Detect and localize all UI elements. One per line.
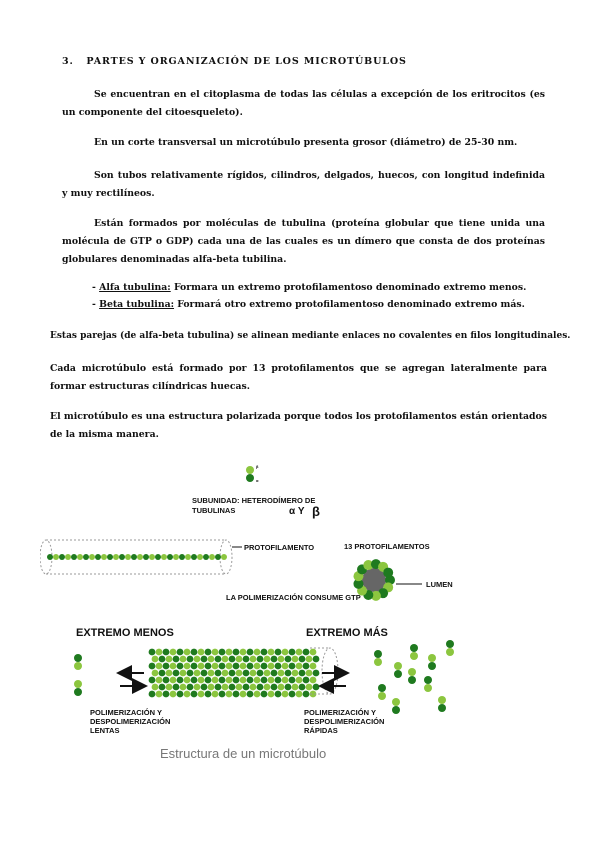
tubulin-monomer bbox=[289, 677, 296, 684]
tubulin-monomer bbox=[65, 554, 71, 560]
tubulin-monomer bbox=[205, 649, 212, 656]
tubulin-monomer bbox=[282, 677, 289, 684]
tubulin-monomer bbox=[254, 649, 261, 656]
tubulin-monomer bbox=[282, 691, 289, 698]
tubulin-monomer bbox=[149, 649, 156, 656]
tubulin-monomer bbox=[243, 656, 250, 663]
tubulin-monomer bbox=[212, 649, 219, 656]
tubulin-monomer bbox=[187, 684, 194, 691]
tubulin-monomer bbox=[229, 656, 236, 663]
tubulin-monomer bbox=[149, 554, 155, 560]
tubulin-monomer bbox=[247, 691, 254, 698]
tubulin-monomer bbox=[198, 663, 205, 670]
tubulin-monomer bbox=[203, 554, 209, 560]
tubulin-monomer bbox=[313, 684, 320, 691]
tubulin-monomer bbox=[268, 663, 275, 670]
tubulin-monomer bbox=[209, 554, 215, 560]
tubulin-monomer bbox=[299, 684, 306, 691]
tubulin-monomer bbox=[149, 677, 156, 684]
tubulin-monomer bbox=[212, 691, 219, 698]
tubulin-monomer bbox=[177, 677, 184, 684]
tubulin-monomer bbox=[163, 677, 170, 684]
tubulin-monomer bbox=[170, 691, 177, 698]
tubulin-monomer bbox=[107, 554, 113, 560]
paragraph-polarized: El microtúbulo es una estructura polarizada porque todos los protofilamentos están orientados de la misma manera. bbox=[50, 411, 547, 440]
paragraph-diameter: En un corte transversal un microtúbulo presenta grosor (diámetro) de 25-30 nm. bbox=[94, 137, 518, 148]
subunit-label-1: SUBUNIDAD: HETERODÍMERO DE bbox=[192, 496, 316, 505]
tubulin-monomer bbox=[198, 677, 205, 684]
tubulin-monomer bbox=[74, 688, 82, 696]
plus-end-label: EXTREMO MÁS bbox=[306, 627, 388, 639]
tubulin-monomer bbox=[212, 677, 219, 684]
microtubule-figure bbox=[40, 440, 570, 800]
tubulin-monomer bbox=[205, 677, 212, 684]
tubulin-monomer bbox=[261, 649, 268, 656]
tubulin-monomer bbox=[247, 649, 254, 656]
tubulin-monomer bbox=[313, 670, 320, 677]
tubulin-monomer bbox=[226, 649, 233, 656]
tubulin-monomer bbox=[156, 663, 163, 670]
tubulin-monomer bbox=[219, 691, 226, 698]
tubulin-monomer bbox=[285, 684, 292, 691]
bullet-term-beta: Beta tubulina: bbox=[99, 299, 175, 310]
tubulin-monomer bbox=[292, 656, 299, 663]
tubulin-monomer bbox=[215, 656, 222, 663]
tubulin-monomer bbox=[173, 684, 180, 691]
tubulin-monomer bbox=[113, 554, 119, 560]
tubulin-monomer bbox=[155, 554, 161, 560]
tubulin-monomer bbox=[275, 691, 282, 698]
tubulin-monomer bbox=[240, 663, 247, 670]
tubulin-monomer bbox=[438, 704, 446, 712]
tubulin-monomer bbox=[229, 684, 236, 691]
tubulin-monomer bbox=[410, 644, 418, 652]
alpha-y-label: α Y bbox=[289, 506, 305, 517]
tubulin-monomer bbox=[257, 656, 264, 663]
tubulin-monomer bbox=[306, 656, 313, 663]
tubulin-monomer bbox=[185, 554, 191, 560]
tubulin-monomer bbox=[254, 691, 261, 698]
tubulin-monomer bbox=[257, 684, 264, 691]
tubulin-monomer bbox=[247, 663, 254, 670]
tubulin-monomer bbox=[268, 649, 275, 656]
tubulin-monomer bbox=[166, 656, 173, 663]
tubulin-monomer bbox=[378, 684, 386, 692]
fast-label-1: POLIMERIZACIÓN Y bbox=[304, 708, 376, 717]
tubulin-monomer bbox=[184, 649, 191, 656]
tubulin-monomer bbox=[166, 670, 173, 677]
tubulin-monomer bbox=[243, 684, 250, 691]
tubulin-monomer bbox=[303, 663, 310, 670]
tubulin-monomer bbox=[233, 691, 240, 698]
lumen-label: LUMEN bbox=[426, 580, 453, 589]
tubulin-monomer bbox=[191, 649, 198, 656]
tubulin-monomer bbox=[152, 656, 159, 663]
tubulin-monomer bbox=[170, 649, 177, 656]
tubulin-monomer bbox=[159, 656, 166, 663]
tubulin-monomer bbox=[156, 677, 163, 684]
tubulin-monomer bbox=[306, 670, 313, 677]
tubulin-monomer bbox=[222, 684, 229, 691]
tubulin-monomer bbox=[378, 692, 386, 700]
tubulin-monomer bbox=[201, 684, 208, 691]
tubulin-monomer bbox=[180, 670, 187, 677]
tubulin-monomer bbox=[221, 554, 227, 560]
heterodimer-icon bbox=[246, 464, 259, 483]
bullet-term-alpha: Alfa tubulina: bbox=[99, 282, 171, 293]
tubulin-monomer bbox=[310, 677, 317, 684]
tubulin-monomer bbox=[77, 554, 83, 560]
bullet-beta bbox=[92, 297, 525, 312]
tubulin-monomer bbox=[275, 663, 282, 670]
tubulin-monomer bbox=[233, 649, 240, 656]
tubulin-monomer bbox=[240, 691, 247, 698]
tubulin-monomer bbox=[219, 677, 226, 684]
tubulin-monomer bbox=[392, 706, 400, 714]
tubulin-monomer bbox=[156, 649, 163, 656]
tubulin-monomer bbox=[233, 677, 240, 684]
tubulin-monomer bbox=[215, 554, 221, 560]
tubulin-monomer bbox=[47, 554, 53, 560]
tubulin-monomer bbox=[278, 670, 285, 677]
tubulin-monomer bbox=[149, 663, 156, 670]
tubulin-monomer bbox=[236, 684, 243, 691]
tubulin-monomer bbox=[215, 670, 222, 677]
tubulin-monomer bbox=[208, 670, 215, 677]
paragraph-shape: Son tubos relativamente rígidos, cilindros, delgados, huecos, con longitud indefinida y muy rectilíneos. bbox=[62, 170, 545, 199]
tubulin-monomer bbox=[74, 680, 82, 688]
tubulin-monomer bbox=[194, 684, 201, 691]
tubulin-monomer bbox=[446, 648, 454, 656]
tubulin-monomer bbox=[296, 691, 303, 698]
tubulin-monomer bbox=[201, 670, 208, 677]
tubulin-monomer bbox=[236, 670, 243, 677]
paragraph-pairs: Estas parejas (de alfa-beta tubulina) se alinean mediante enlaces no covalentes en filos longitudinales. bbox=[50, 331, 571, 341]
tubulin-monomer bbox=[197, 554, 203, 560]
figure-caption: Estructura de un microtúbulo bbox=[160, 746, 327, 761]
tubulin-monomer bbox=[191, 691, 198, 698]
tubulin-monomer bbox=[205, 691, 212, 698]
tubulin-monomer bbox=[173, 554, 179, 560]
tubulin-monomer bbox=[374, 658, 382, 666]
tubulin-monomer bbox=[264, 656, 271, 663]
tubulin-monomer bbox=[261, 691, 268, 698]
bullet-text-beta: Formará otro extremo protofilamentoso denominado extremo más. bbox=[174, 299, 525, 310]
tubulin-monomer bbox=[243, 670, 250, 677]
tubulin-monomer bbox=[285, 656, 292, 663]
protofilament-diagram bbox=[40, 540, 232, 574]
tubulin-monomer bbox=[268, 691, 275, 698]
tubulin-monomer bbox=[394, 670, 402, 678]
bullet-alpha bbox=[92, 280, 526, 295]
tubulin-monomer bbox=[125, 554, 131, 560]
tubulin-monomer bbox=[163, 663, 170, 670]
tubulin-monomer bbox=[303, 677, 310, 684]
paragraph-location: Se encuentran en el citoplasma de todas las células a excepción de los eritrocitos (es un componente del citoesqueleto). bbox=[62, 89, 545, 118]
slow-label-2: DESPOLIMERIZACIÓN bbox=[90, 717, 171, 726]
tubulin-monomer bbox=[161, 554, 167, 560]
section-title: PARTES Y ORGANIZACIÓN DE LOS MICROTÚBULOS bbox=[86, 56, 407, 67]
tubulin-monomer bbox=[264, 684, 271, 691]
tubulin-monomer bbox=[74, 662, 82, 670]
tubulin-monomer bbox=[303, 691, 310, 698]
thirteen-protofilaments-label: 13 PROTOFILAMENTOS bbox=[344, 542, 430, 551]
tubulin-monomer bbox=[299, 670, 306, 677]
tubulin-monomer bbox=[250, 670, 257, 677]
tubulin-monomer bbox=[170, 677, 177, 684]
tubulin-monomer bbox=[275, 677, 282, 684]
tubulin-monomer bbox=[194, 656, 201, 663]
tubulin-monomer bbox=[191, 554, 197, 560]
tubulin-monomer bbox=[446, 640, 454, 648]
tubulin-monomer bbox=[226, 691, 233, 698]
tubulin-monomer bbox=[83, 554, 89, 560]
tubulin-monomer bbox=[166, 684, 173, 691]
tubulin-monomer bbox=[438, 696, 446, 704]
tubulin-monomer bbox=[159, 670, 166, 677]
tubulin-monomer bbox=[289, 691, 296, 698]
tubulin-monomer bbox=[226, 677, 233, 684]
tubulin-monomer bbox=[410, 652, 418, 660]
tubulin-monomer bbox=[282, 649, 289, 656]
tubulin-monomer bbox=[292, 670, 299, 677]
tubulin-monomer bbox=[408, 668, 416, 676]
tubulin-monomer bbox=[271, 670, 278, 677]
bullet-dash: - bbox=[92, 299, 100, 310]
tubulin-monomer bbox=[184, 663, 191, 670]
tubulin-monomer bbox=[226, 663, 233, 670]
tubulin-monomer bbox=[212, 663, 219, 670]
tubulin-monomer bbox=[177, 663, 184, 670]
tubulin-monomer bbox=[268, 677, 275, 684]
tubulin-monomer bbox=[177, 691, 184, 698]
tubulin-monomer bbox=[289, 663, 296, 670]
tubulin-monomer bbox=[187, 656, 194, 663]
tubulin-monomer bbox=[261, 677, 268, 684]
tubulin-monomer bbox=[137, 554, 143, 560]
tubulin-monomer bbox=[250, 656, 257, 663]
tubulin-monomer bbox=[374, 650, 382, 658]
tubulin-monomer bbox=[167, 554, 173, 560]
tubulin-monomer bbox=[222, 656, 229, 663]
tubulin-monomer bbox=[187, 670, 194, 677]
tubulin-monomer bbox=[313, 656, 320, 663]
tubulin-monomer bbox=[257, 670, 264, 677]
tubulin-monomer bbox=[180, 656, 187, 663]
tubulin-monomer bbox=[59, 554, 65, 560]
tubulin-monomer bbox=[254, 677, 261, 684]
bullet-dash: - bbox=[92, 282, 100, 293]
tubulin-monomer bbox=[194, 670, 201, 677]
tubulin-monomer bbox=[74, 654, 82, 662]
tubulin-monomer bbox=[177, 649, 184, 656]
tubulin-monomer bbox=[198, 691, 205, 698]
tubulin-monomer bbox=[131, 554, 137, 560]
tubulin-monomer bbox=[240, 649, 247, 656]
beta-small-label: β bbox=[256, 464, 259, 469]
tubulin-monomer bbox=[271, 684, 278, 691]
tubulin-monomer bbox=[149, 691, 156, 698]
tubulin-monomer bbox=[296, 677, 303, 684]
tubulin-monomer bbox=[222, 670, 229, 677]
tubulin-monomer bbox=[392, 698, 400, 706]
tubulin-monomer bbox=[275, 649, 282, 656]
beta-label: β bbox=[312, 504, 320, 519]
tubulin-monomer bbox=[254, 663, 261, 670]
tubulin-monomer bbox=[240, 677, 247, 684]
tubulin-monomer bbox=[159, 684, 166, 691]
tubulin-monomer bbox=[173, 656, 180, 663]
section-heading bbox=[62, 56, 407, 67]
tubulin-monomer bbox=[233, 663, 240, 670]
tubulin-monomer bbox=[282, 663, 289, 670]
tubulin-monomer bbox=[173, 670, 180, 677]
tubulin-monomer bbox=[219, 663, 226, 670]
tubulin-monomer bbox=[310, 649, 317, 656]
microtubule-body bbox=[149, 648, 338, 697]
tubulin-monomer bbox=[53, 554, 59, 560]
subunit-label-2: TUBULINAS bbox=[192, 506, 236, 515]
slow-label-1: POLIMERIZACIÓN Y bbox=[90, 708, 162, 717]
tubulin-monomer bbox=[285, 670, 292, 677]
tubulin-monomer bbox=[119, 554, 125, 560]
tubulin-monomer bbox=[205, 663, 212, 670]
tubulin-monomer bbox=[170, 663, 177, 670]
tubulin-monomer bbox=[299, 656, 306, 663]
tubulin-monomer bbox=[250, 684, 257, 691]
tubulin-monomer bbox=[310, 663, 317, 670]
tubulin-monomer bbox=[229, 670, 236, 677]
tubulin-monomer bbox=[247, 677, 254, 684]
tubulin-monomer bbox=[180, 684, 187, 691]
tubulin-monomer bbox=[292, 684, 299, 691]
bullet-text-alpha: Formara un extremo protofilamentoso denominado extremo menos. bbox=[170, 282, 527, 293]
tubulin-monomer bbox=[163, 691, 170, 698]
gtp-label: LA POLIMERIZACIÓN CONSUME GTP bbox=[226, 593, 361, 602]
tubulin-monomer bbox=[289, 649, 296, 656]
tubulin-monomer bbox=[198, 649, 205, 656]
tubulin-monomer bbox=[408, 676, 416, 684]
tubulin-monomer bbox=[303, 649, 310, 656]
tubulin-monomer bbox=[152, 684, 159, 691]
tubulin-monomer bbox=[424, 684, 432, 692]
tubulin-monomer bbox=[424, 676, 432, 684]
tubulin-monomer bbox=[428, 662, 436, 670]
tubulin-monomer bbox=[383, 568, 393, 578]
tubulin-monomer bbox=[296, 663, 303, 670]
section-number: 3. bbox=[62, 56, 74, 67]
tubulin-monomer bbox=[278, 656, 285, 663]
slow-label-3: LENTAS bbox=[90, 726, 120, 735]
tubulin-monomer bbox=[201, 656, 208, 663]
minus-end-label: EXTREMO MENOS bbox=[76, 627, 174, 639]
tubulin-monomer bbox=[191, 677, 198, 684]
tubulin-monomer bbox=[163, 649, 170, 656]
tubulin-monomer bbox=[191, 663, 198, 670]
tubulin-monomer bbox=[278, 684, 285, 691]
tubulin-monomer bbox=[71, 554, 77, 560]
tubulin-monomer bbox=[296, 649, 303, 656]
tubulin-monomer bbox=[89, 554, 95, 560]
tubulin-monomer bbox=[219, 649, 226, 656]
tubulin-monomer bbox=[208, 684, 215, 691]
alpha-small-label: α bbox=[256, 478, 259, 483]
tubulin-monomer bbox=[179, 554, 185, 560]
tubulin-monomer bbox=[428, 654, 436, 662]
tubulin-monomer bbox=[306, 684, 313, 691]
tubulin-monomer bbox=[156, 691, 163, 698]
tubulin-monomer bbox=[184, 691, 191, 698]
tubulin-monomer bbox=[101, 554, 107, 560]
fast-label-2: DESPOLIMERIZACIÓN bbox=[304, 717, 385, 726]
tubulin-monomer bbox=[184, 677, 191, 684]
tubulin-monomer bbox=[215, 684, 222, 691]
tubulin-monomer bbox=[264, 670, 271, 677]
tubulin-monomer bbox=[394, 662, 402, 670]
fast-label-3: RÁPIDAS bbox=[304, 726, 338, 735]
protofilament-label: PROTOFILAMENTO bbox=[244, 543, 315, 552]
paragraph-protofilaments: Cada microtúbulo está formado por 13 protofilamentos que se agregan lateralmente para formar estructuras cilíndricas huecas. bbox=[50, 363, 547, 392]
tubulin-monomer bbox=[152, 670, 159, 677]
paragraph-tubulin: Están formados por moléculas de tubulina (proteína globular que tiene unida una molécula de GTP o GDP) cada una de las cuales es un dímero que consta de dos proteínas globulares denominadas alfa-beta tubilina. bbox=[62, 218, 545, 265]
tubulin-monomer bbox=[236, 656, 243, 663]
tubulin-monomer bbox=[208, 656, 215, 663]
tubulin-monomer bbox=[271, 656, 278, 663]
tubulin-monomer bbox=[143, 554, 149, 560]
tubulin-monomer bbox=[261, 663, 268, 670]
tubulin-monomer bbox=[95, 554, 101, 560]
